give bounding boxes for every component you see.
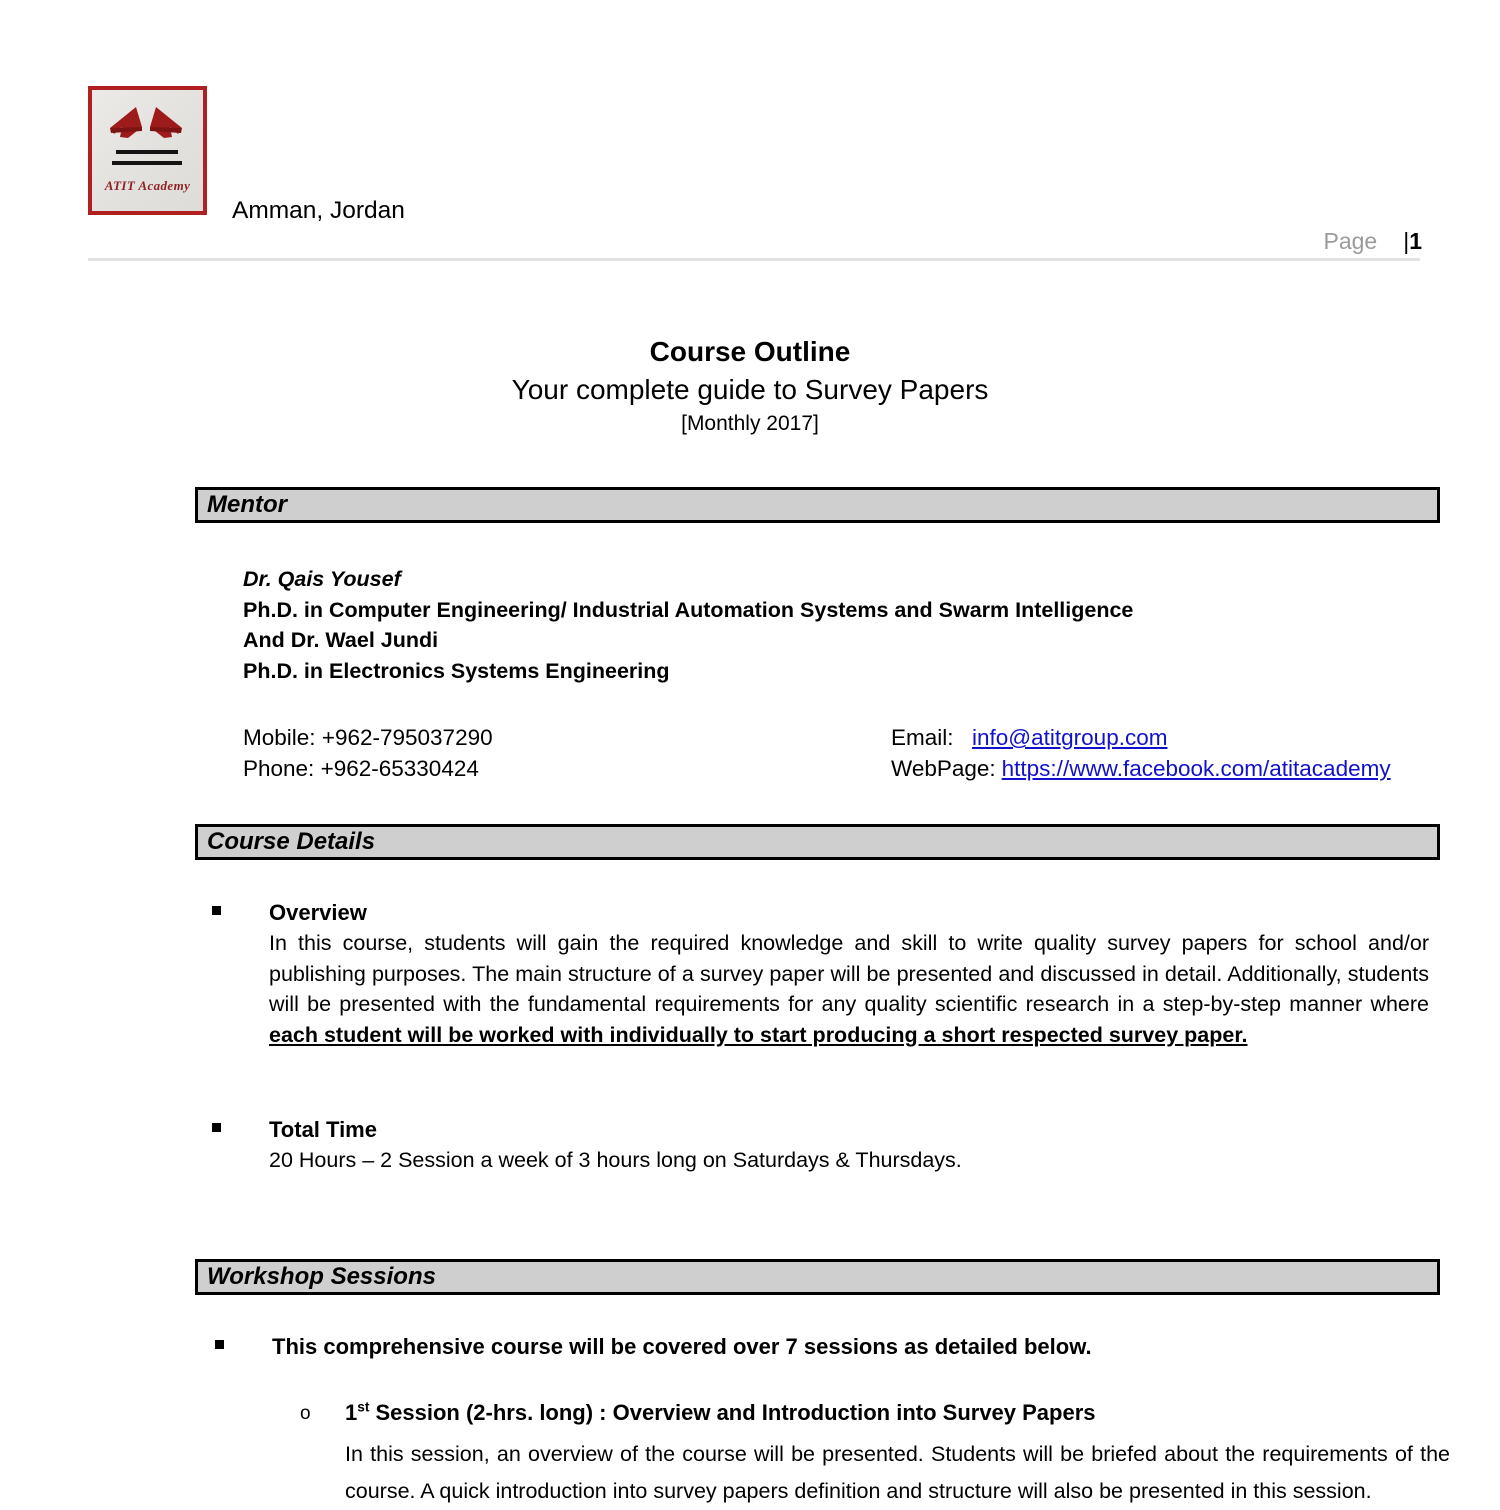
page-header	[0, 0, 1500, 262]
mobile-label: Mobile:	[243, 725, 316, 750]
overview-text-plain: In this course, students will gain the required knowledge and skill to write quality survey papers for school and/or publishing purposes. The main structure of a survey paper will be presented and discussed in detail. Additionally, students will be presented with the fundamental requirements for any quality scientific research in a step-by-step manner where	[269, 931, 1429, 1016]
session-1-heading	[345, 1398, 1096, 1428]
email-link[interactable]: info@atitgroup.com	[972, 725, 1168, 750]
section-header-workshop-sessions-label: Workshop Sessions	[207, 1263, 436, 1290]
mentor-credential-2: And Dr. Wael Jundi	[243, 628, 439, 652]
section-header-mentor-label: Mentor	[207, 491, 287, 518]
contact-details	[243, 722, 1453, 784]
email-field	[891, 722, 1167, 753]
webpage-field	[891, 753, 1391, 784]
section-header-course-details	[195, 824, 1440, 860]
session-1-ordinal-suffix: st	[357, 1399, 370, 1415]
contact-row	[243, 722, 1453, 753]
total-time-text: 20 Hours – 2 Session a week of 3 hours long on Saturdays & Thursdays.	[269, 1148, 962, 1172]
logo-caption: ATIT Academy	[104, 178, 191, 193]
page-separator: |	[1403, 228, 1410, 254]
square-bullet-icon	[212, 1123, 221, 1132]
page-subtitle: Your complete guide to Survey Papers	[511, 374, 989, 405]
square-bullet-icon	[212, 906, 221, 915]
mobile-field	[243, 722, 493, 753]
mentor-details	[243, 564, 1443, 686]
open-book-arrows-icon	[92, 94, 203, 182]
overview-text-emphasis: each student will be worked with individually to start producing a short respected survey paper.	[269, 1022, 1248, 1047]
title-block	[0, 333, 1500, 439]
mobile-value: +962-795037290	[321, 725, 493, 750]
webpage-label: WebPage:	[891, 756, 996, 781]
contact-row	[243, 753, 1453, 784]
section-header-course-details-label: Course Details	[207, 828, 376, 855]
phone-value: +962-65330424	[320, 756, 479, 781]
page-number: 1	[1409, 228, 1422, 254]
page-title: Course Outline	[649, 336, 851, 367]
total-time-heading: Total Time	[269, 1117, 377, 1142]
mentor-name: Dr. Qais Yousef	[243, 567, 401, 591]
page-label: Page	[1323, 228, 1378, 254]
academy-logo	[88, 86, 207, 215]
header-location: Amman, Jordan	[232, 197, 405, 224]
session-1-ordinal: 1	[345, 1400, 358, 1425]
page-indicator	[1324, 226, 1423, 256]
workshop-intro-text: This comprehensive course will be covered over 7 sessions as detailed below.	[272, 1334, 1092, 1359]
phone-field	[243, 753, 479, 784]
email-label: Email:	[891, 725, 954, 750]
section-header-workshop-sessions	[195, 1259, 1440, 1295]
circle-bullet-icon: o	[300, 1403, 311, 1424]
phone-label: Phone:	[243, 756, 315, 781]
session-1-body: In this session, an overview of the course will be presented. Students will be briefed about the requirements of the course. A quick introduction into survey papers definition and structure will also be presented in this session.	[345, 1442, 1450, 1503]
session-1-heading-rest: Session (2-hrs. long) : Overview and Introduction into Survey Papers	[369, 1400, 1096, 1425]
mentor-credential-1: Ph.D. in Computer Engineering/ Industrial Automation Systems and Swarm Intelligence	[243, 597, 1134, 622]
webpage-link[interactable]: https://www.facebook.com/atitacademy	[1001, 756, 1391, 781]
overview-heading: Overview	[269, 900, 367, 925]
overview-text	[269, 928, 1429, 1050]
square-bullet-icon	[215, 1340, 224, 1349]
header-divider	[88, 258, 1420, 261]
page-period: [Monthly 2017]	[681, 412, 819, 435]
section-header-mentor	[195, 487, 1440, 523]
mentor-credential-3: Ph.D. in Electronics Systems Engineering	[243, 658, 670, 683]
